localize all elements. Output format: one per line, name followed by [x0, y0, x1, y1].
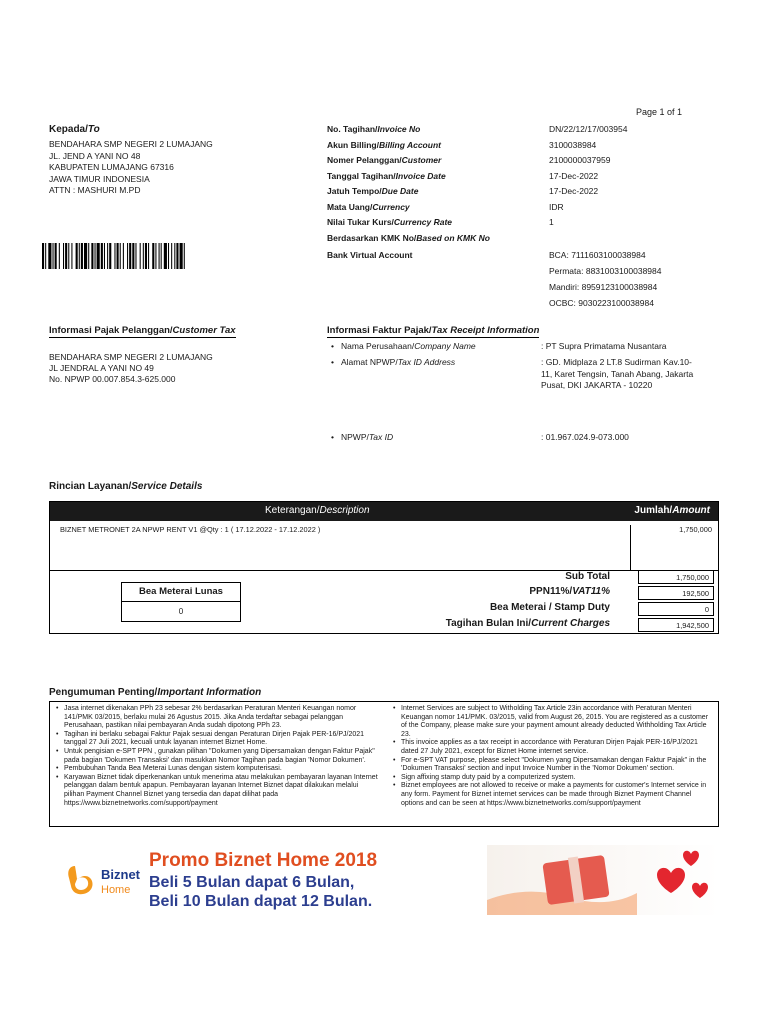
subtotal-label: Sub Total	[565, 571, 610, 582]
invoice-row: Jatuh Tempo/Due Date 17-Dec-2022	[327, 186, 599, 196]
stamp-duty-value: 0	[178, 607, 184, 616]
tax-id-address: : GD. Midplaza 2 LT.8 Sudirman Kav.10-11, Karet Tengsin, Tanah Abang, Jakarta Pusat, DKI JAKARTA - 10220	[541, 357, 694, 390]
invoice-row: Mata Uang/Currency IDR	[327, 201, 564, 212]
invoice-date: 17-Dec-2022	[549, 170, 599, 181]
amount-header: Jumlah/Amount	[634, 505, 710, 516]
currency-rate: 1	[549, 217, 554, 227]
important-info-title: Pengumuman Penting/Important Information	[49, 687, 262, 698]
invoice-meta	[327, 124, 747, 248]
list-item: • Tagihan ini berlaku sebagai Faktur Pajak sesuai dengan Peraturan Dirjen Pajak PER-16/PJ/2021 tanggal 27 Juli 2021, kecuali untuk layanan internet Biznet Home.	[56, 731, 378, 748]
list-item: • Internet Services are subject to Witholding Tax Article 23in accordance with Peraturan Menteri Keuangan nomor 141/PMK. 03/2015, valid from August 26, 2015. You are registered as a customer of the Company, please make sure your payment amount already deducted Withholding Tax Article 23.	[393, 705, 715, 739]
customer-tax-title: Informasi Pajak Pelanggan/Customer Tax	[49, 325, 236, 336]
list-item: • Pembubuhan Tanda Bea Meterai Lunas dengan sistem komputerisasi.	[56, 765, 378, 774]
invoice-row: Berdasarkan KMK No/Based on KMK No	[327, 232, 490, 243]
service-description: BIZNET METRONET 2A NPWP RENT V1 @Qty : 1 ( 17.12.2022 - 17.12.2022 )	[60, 525, 321, 534]
invoice-row: Akun Billing/Billing Account 3100038984	[327, 139, 597, 150]
list-item: • For e-SPT VAT purpose, please select "Dokumen yang Dipersamakan dengan Faktur Pajak" in the 'Dokumen Transaksi' section and input Invoice Number in the 'Nomor Dokumen' section.	[393, 757, 715, 774]
virtual-account-list	[549, 250, 661, 314]
service-amount: 1,750,000	[630, 525, 716, 571]
recipient-block	[49, 124, 319, 197]
invoice-row: No. Tagihan/Invoice No DN/22/12/17/003954	[327, 124, 628, 134]
stamp-duty-title: Bea Meterai Lunas	[122, 583, 240, 602]
promo-headline: Promo Biznet Home 2018	[149, 850, 378, 871]
invoice-row: Tanggal Tagihan/Invoice Date 17-Dec-2022	[327, 170, 599, 181]
invoice-row: Nilai Tukar Kurs/Currency Rate 1	[327, 217, 554, 227]
table-row	[50, 521, 718, 571]
tax-receipt-title: Informasi Faktur Pajak/Tax Receipt Information	[327, 325, 540, 336]
list-item: • Karyawan Biznet tidak diperkenankan untuk menerima atau melakukan pembayaran layanan Internet pelanggan dalam bentuk apapun. Pembayaran layanan Internet Biznet dapat dilakukan melalui pilihan Payment Channel Biznet yang tersedia dan dapat dilihat pada https://www.biznetnetworks.com/support/payment	[56, 774, 378, 808]
recipient-title-en: To	[87, 124, 100, 135]
important-info-box	[49, 701, 719, 827]
currency: IDR	[549, 201, 564, 212]
logo-text: Biznet	[101, 867, 140, 882]
current-charges-value: 1,942,500	[638, 618, 714, 632]
description-header: Keterangan/Description	[265, 505, 370, 516]
stamp-duty-amount: 0	[638, 602, 714, 616]
recipient-line: ATTN : MASHURI M.PD	[49, 185, 141, 195]
virtual-account-number: Permata: 8831003100038984	[549, 266, 662, 276]
company-name: : PT Supra Primatama Nusantara	[541, 341, 667, 351]
recipient-line: JAWA TIMUR INDONESIA	[49, 173, 150, 184]
stamp-duty-label: Bea Meterai / Stamp Duty	[489, 602, 610, 613]
customer-tax-line: BENDAHARA SMP NEGERI 2 LUMAJANG	[49, 352, 213, 362]
recipient-line: BENDAHARA SMP NEGERI 2 LUMAJANG	[49, 139, 213, 149]
billing-account: 3100038984	[549, 139, 597, 150]
customer-tax-line: JL JENDRAL A YANI NO 49	[49, 363, 154, 373]
customer-number: 2100000037959	[549, 155, 611, 165]
service-table	[49, 501, 719, 634]
recipient-title	[49, 124, 319, 135]
virtual-account-number: BCA: 7111603100038984	[549, 250, 646, 260]
service-table-header	[50, 502, 718, 521]
subtotal-value: 1,750,000	[638, 570, 714, 584]
biznet-logo-icon	[63, 862, 99, 898]
customer-tax-block	[49, 320, 319, 385]
logo-subtext: Home	[101, 884, 131, 896]
virtual-account-number: OCBC: 9030223100038984	[549, 298, 654, 308]
list-item: • Untuk pengisian e-SPT PPN , gunakan pilihan "Dokumen yang Dipersamakan dengan Faktur Pajak" pada bagian 'Dokumen Transaksi' dan masukkan Nomor Tagihan pada bagian 'Nomor Dokumen'.	[56, 748, 378, 765]
tax-receipt-block: Informasi Faktur Pajak/Tax Receipt Information • Nama Perusahaan/Company Name : PT Supra Primatama Nusantara • Alamat NPWP/Tax ID Address : GD. Midplaza 2 LT.8 Sudirman Kav.10-11, Karet Tengsin, Tanah Abang, Jakarta Pusat, DKI JAKARTA - 10220 • NPWP/Tax ID : 01.967.024.9-073.000	[327, 320, 727, 450]
current-charges-label: Tagihan Bulan Ini/Current Charges	[445, 618, 610, 629]
stamp-duty-box	[121, 582, 241, 622]
invoice-number: DN/22/12/17/003954	[549, 124, 628, 134]
list-item: • Jasa internet dikenakan PPh 23 sebesar 2% berdasarkan Peraturan Menteri Keuangan nomor 141/PMK 03/2015, berlaku mulai 26 Agustus 2015. Jika Anda terdaftar sebagai pelanggan Perusahaan, pastikan nilai pembayaran Anda sudah dipotong PPh 23.	[56, 705, 378, 731]
page-number: Page 1 of 1	[636, 107, 683, 117]
list-item: • Biznet employees are not allowed to receive or make a payments for customer's Internet service in any form. Payment for Biznet internet services can be made through Biznet Payment Channel options and can be seen at https://www.biznetnetworks.com/support/payment	[393, 782, 715, 808]
promo-gift-image	[487, 845, 719, 915]
vat-value: 192,500	[638, 586, 714, 600]
invoice-row: Nomer Pelanggan/Customer 2100000037959	[327, 155, 611, 165]
virtual-account-label: Bank Virtual Account	[327, 250, 413, 260]
list-item: • Sign affixing stamp duty paid by a computerized system.	[393, 774, 715, 783]
tax-id: : 01.967.024.9-073.000	[541, 432, 629, 442]
promo-line: Beli 5 Bulan dapat 6 Bulan,	[149, 874, 355, 891]
recipient-line: JL. JEND A YANI NO 48	[49, 150, 141, 161]
list-item: • This invoice applies as a tax receipt in accordance with Peraturan Dirjen Pajak PER-16/PJ/2021 dated 27 July 2021, except for Biznet Home internet service.	[393, 739, 715, 756]
customer-tax-line: No. NPWP 00.007.854.3-625.000	[49, 374, 176, 384]
promo-banner[interactable]	[49, 845, 719, 917]
important-info-en	[393, 705, 715, 808]
barcode-image	[42, 243, 274, 269]
important-info-id	[56, 705, 378, 808]
due-date: 17-Dec-2022	[549, 186, 599, 196]
virtual-account-number: Mandiri: 8959123100038984	[549, 282, 658, 292]
recipient-line: KABUPATEN LUMAJANG 67316	[49, 162, 174, 172]
vat-label: PPN11%/VAT11%	[529, 586, 610, 597]
promo-line: Beli 10 Bulan dapat 12 Bulan.	[149, 893, 373, 910]
recipient-title-id: Kepada/	[49, 124, 88, 135]
service-title: Rincian Layanan/Service Details	[49, 481, 203, 492]
